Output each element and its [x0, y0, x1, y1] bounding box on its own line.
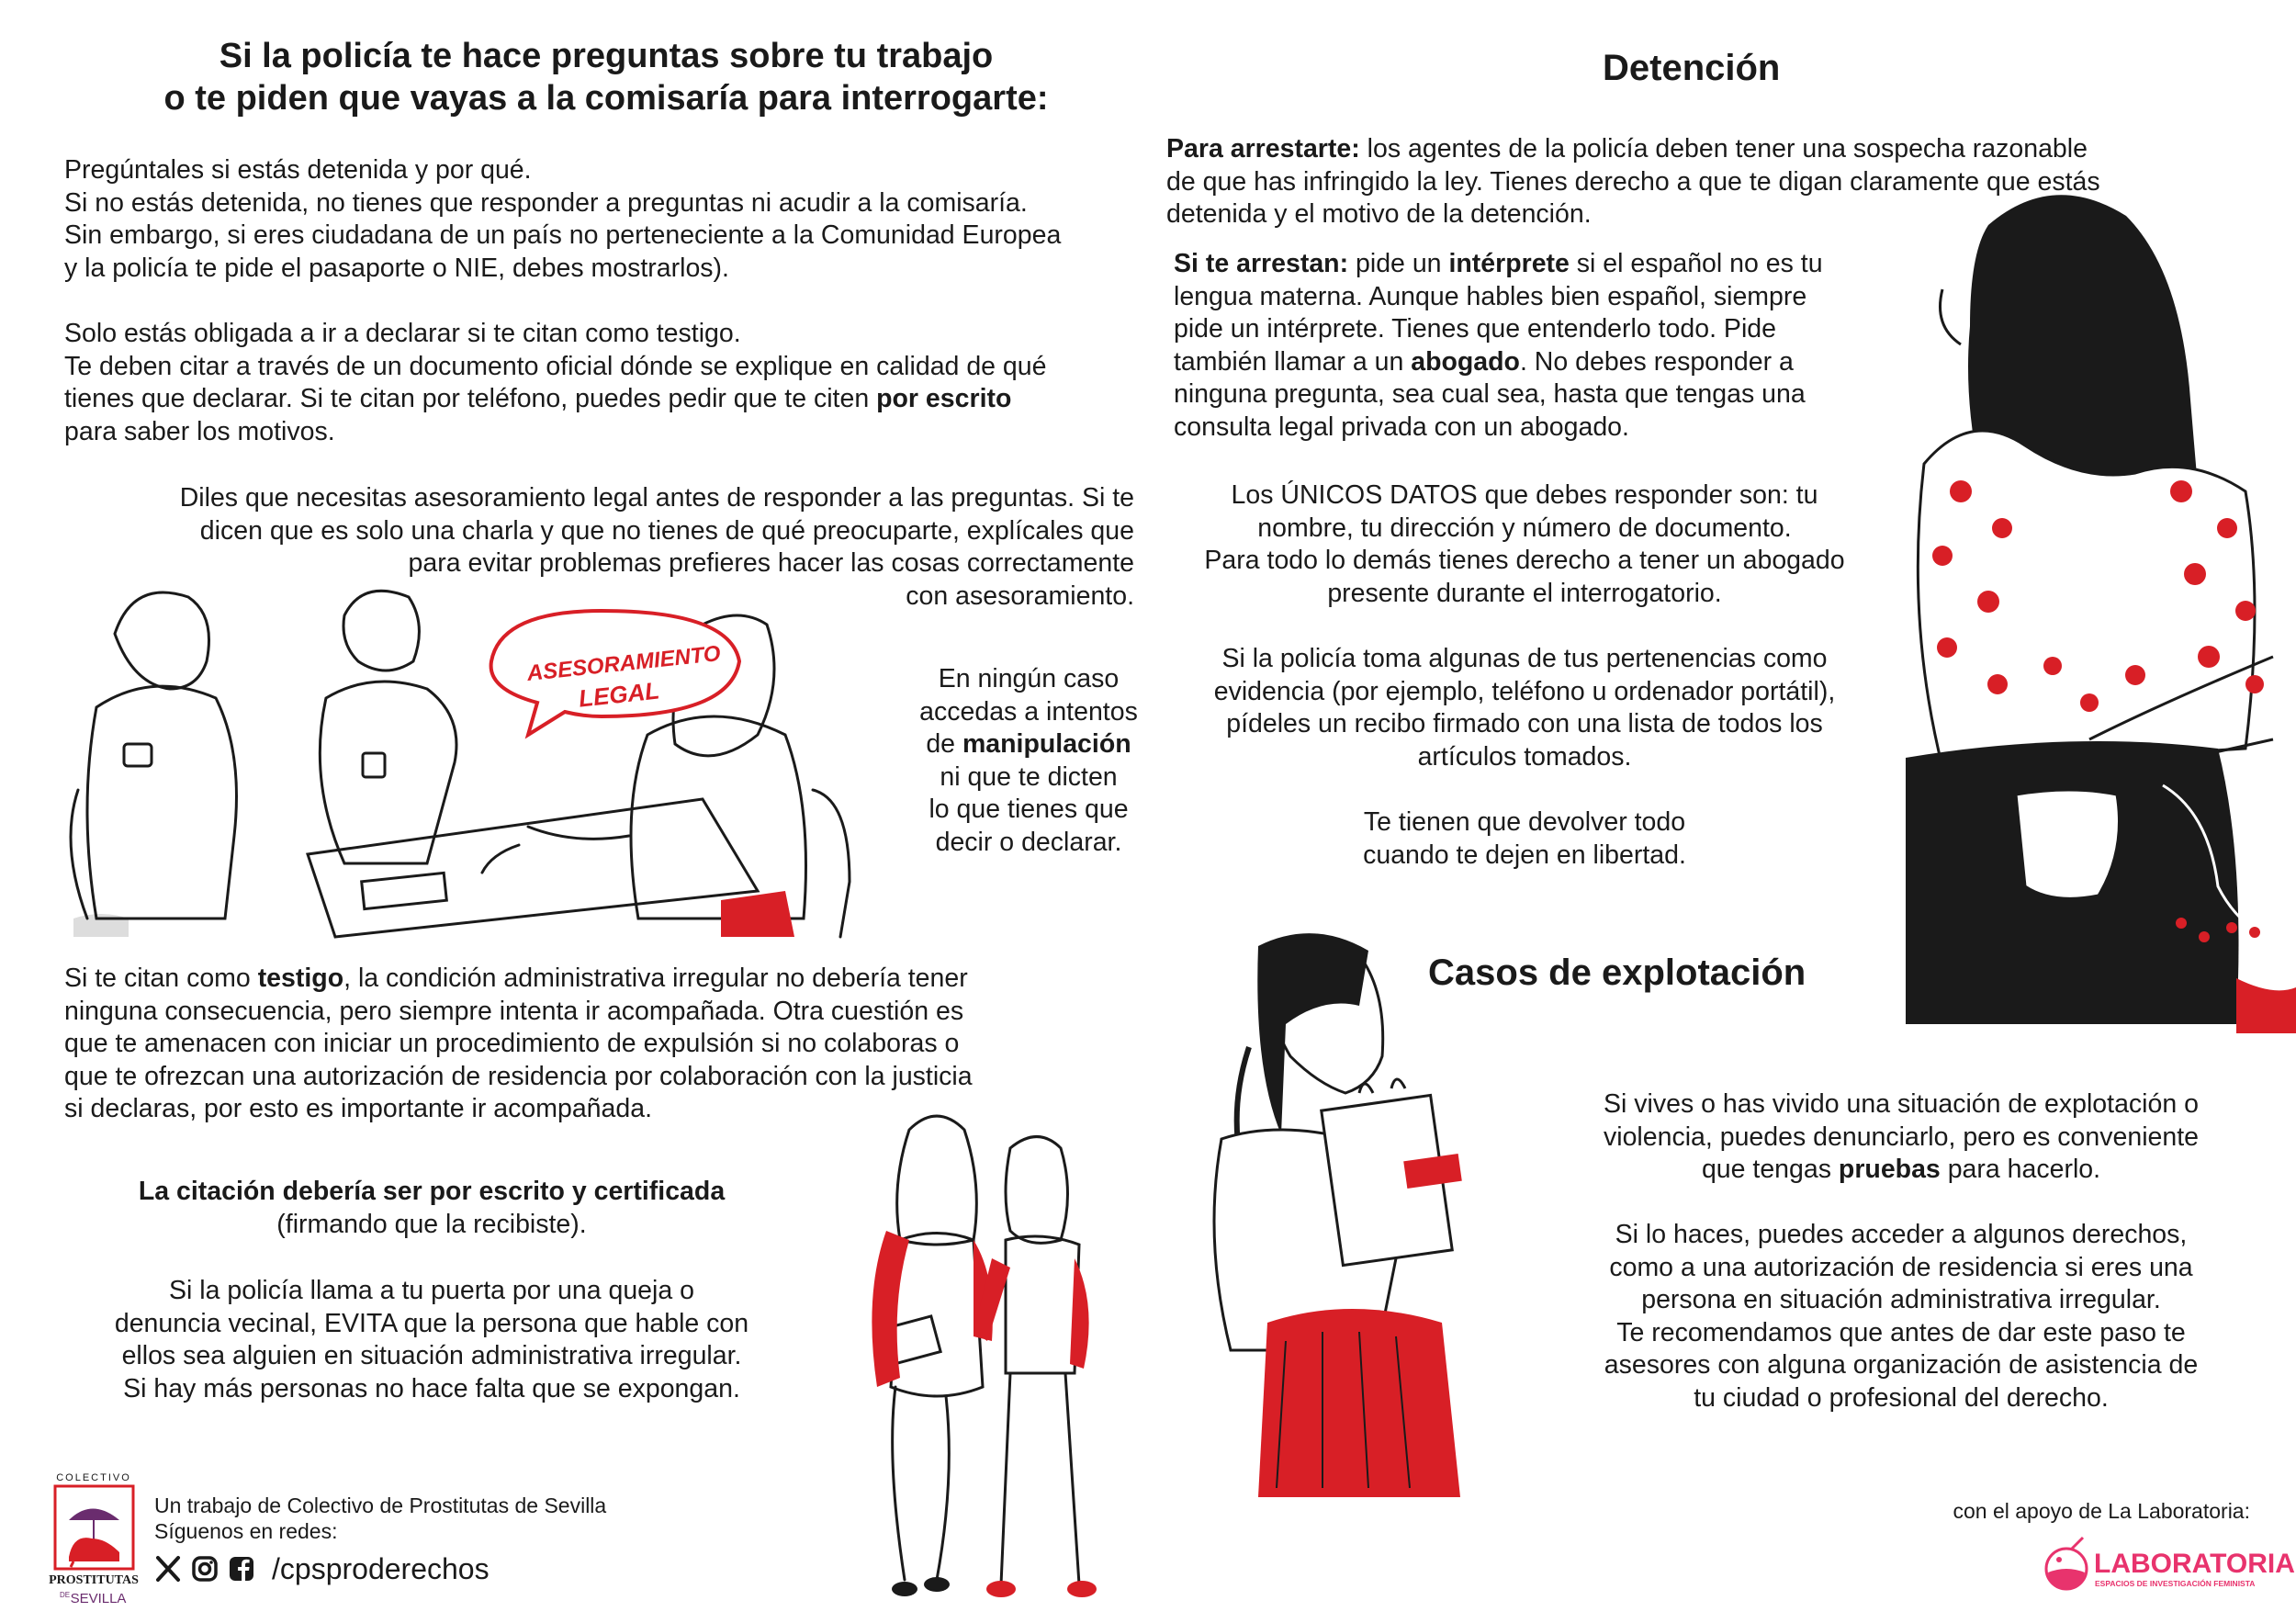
exploit-line: Si vives o has vivido una situación de explotación o [1604, 1089, 2199, 1119]
colectivo-logo [51, 1470, 138, 1607]
legal-advice-line: dicen que es solo una charla y que no tienes de qué preocuparte, explícales que [199, 515, 1134, 546]
left-title-line1: Si la policía te hace preguntas sobre tu trabajo [219, 37, 994, 75]
support-text: con el apoyo de La Laboratoria: [1953, 1499, 2250, 1523]
data-line: Para todo lo demás tienes derecho a tener un abogado [1204, 546, 1845, 575]
lawyer-emphasis: abogado [1411, 346, 1520, 377]
witness-line: ninguna consecuencia, pero siempre intenta ir acompañada. Otra cuestión es [64, 996, 964, 1026]
logo-de-text: DE [60, 1591, 71, 1599]
arrest-emphasis: Para arrestarte: [1166, 134, 1360, 163]
arrested-line: ninguna pregunta, sea cual sea, hasta que tengas una [1174, 379, 1806, 409]
rights-line: Si lo haces, puedes acceder a algunos derechos, [1615, 1220, 2188, 1249]
lab-name: LABORATORIA [2094, 1549, 2295, 1579]
logo-mid-text: PROSTITUTAS [49, 1573, 139, 1587]
rights-line: asesores con alguna organización de asistencia de [1604, 1350, 2199, 1380]
arrested-line: también llamar a un abogado. No debes responder a [1174, 346, 1794, 377]
data-block [1166, 479, 1883, 610]
witness-block [64, 963, 1166, 1126]
x-icon[interactable] [154, 1555, 182, 1583]
manip-line: de manipulación [926, 729, 1131, 759]
citation-block [64, 1176, 799, 1241]
belongings-line: pídeles un recibo firmado con una lista de todos los [1226, 709, 1823, 738]
interrogation-illustration [60, 551, 923, 937]
summons-line: Te deben citar a través de un documento oficial dónde se explique en calidad de qué [64, 351, 1047, 381]
rights-block [1543, 1219, 2259, 1414]
exploit-line: que tengas pruebas para hacerlo. [1701, 1155, 2101, 1184]
data-line: Los ÚNICOS DATOS que debes responder son: tu [1231, 480, 1818, 510]
belongings-line: Si la policía toma algunas de tus pertenencias como [1221, 644, 1828, 673]
evidence-emphasis: pruebas [1838, 1155, 1941, 1184]
credit-text: Un trabajo de Colectivo de Prostitutas de Sevilla [154, 1493, 607, 1517]
manip-line: lo que tienes que [929, 795, 1129, 824]
summons-line: tienes que declarar. Si te citan por teléfono, puedes pedir que te citen por escrito [64, 384, 1012, 413]
intro-line: y la policía te pide el pasaporte o NIE, debes mostrarlos). [64, 253, 729, 283]
witness-line: Si te citan como testigo, la condición administrativa irregular no debería tener [64, 964, 968, 993]
interpreter-emphasis: intérprete [1448, 249, 1570, 278]
data-line: nombre, tu dirección y número de documento. [1257, 513, 1792, 543]
manipulation-emphasis: manipulación [962, 729, 1131, 759]
neighbor-line: Si hay más personas no hace falta que se expongan. [123, 1373, 740, 1403]
manip-line: ni que te dicten [940, 761, 1118, 792]
manip-line: accedas a intentos [919, 696, 1138, 727]
return-line: Te tienen que devolver todo [1363, 807, 1686, 837]
rights-line: tu ciudad o profesional del derecho. [1694, 1382, 2109, 1413]
woman-back-illustration [1906, 188, 2296, 1033]
witness-line: si declaras, por esto es importante ir acompañada. [64, 1094, 652, 1123]
exploit-line: violencia, puedes denunciarlo, pero es conveniente [1603, 1121, 2200, 1152]
woman-papers-illustration [1194, 937, 1534, 1502]
summons-line: Solo estás obligada a ir a declarar si te citan como testigo. [64, 319, 741, 348]
manipulation-note [872, 663, 1185, 859]
left-title [101, 35, 1111, 119]
manip-line: decir o declarar. [935, 827, 1122, 857]
witness-line: que te amenacen con iniciar un procedimiento de expulsión si no colaboras o [64, 1029, 960, 1058]
in-writing-emphasis: por escrito [876, 384, 1012, 413]
rights-line: como a una autorización de residencia si eres una [1609, 1252, 2193, 1282]
arrested-line: consulta legal privada con un abogado. [1174, 411, 1629, 442]
legal-advice-line: con asesoramiento. [906, 580, 1134, 611]
facebook-icon[interactable] [228, 1555, 255, 1583]
intro-line: Sin embargo, si eres ciudadana de un país no perteneciente a la Comunidad Europea [64, 220, 1062, 250]
witness-emphasis: testigo [257, 964, 344, 993]
speech-bubble-line2: LEGAL [577, 676, 661, 713]
arrested-block [1174, 248, 1908, 444]
return-line: cuando te dejen en libertad. [1363, 840, 1686, 870]
return-block [1166, 806, 1883, 872]
neighbor-block [64, 1275, 799, 1405]
exploitation-title: Casos de explotación [1428, 952, 1806, 993]
arrested-emphasis: Si te arrestan: [1174, 249, 1349, 278]
arrest-line: Para arrestarte: los agentes de la policía deben tener una sospecha razonable [1166, 134, 2088, 163]
intro-block [64, 154, 1166, 285]
manip-line: En ningún caso [938, 664, 1120, 693]
neighbor-line: ellos sea alguien en situación administrativa irregular. [121, 1341, 742, 1370]
left-title-line2: o te piden que vayas a la comisaría para interrogarte: [163, 79, 1049, 118]
two-women-illustration [845, 1102, 1120, 1612]
arrested-line: lengua materna. Aunque hables bien español, siempre [1174, 281, 1807, 311]
rights-line: persona en situación administrativa irregular. [1641, 1285, 2161, 1314]
summons-block [64, 318, 1166, 448]
neighbor-line: Si la policía llama a tu puerta por una queja o [169, 1276, 694, 1305]
intro-line: Pregúntales si estás detenida y por qué. [64, 155, 532, 185]
belongings-line: evidencia (por ejemplo, teléfono u ordenador portátil), [1213, 676, 1836, 706]
belongings-block [1166, 643, 1883, 773]
social-handle[interactable]: /cpsproderechos [272, 1551, 490, 1585]
intro-line: Si no estás detenida, no tienes que responder a preguntas ni acudir a la comisaría. [64, 187, 1028, 218]
lab-subtitle: ESPACIOS DE INVESTIGACIÓN FEMINISTA [2095, 1579, 2256, 1588]
belongings-line: artículos tomados. [1417, 741, 1632, 772]
laboratoria-logo [2039, 1532, 2295, 1595]
arrested-line: pide un intérprete. Tienes que entenderlo todo. Pide [1174, 314, 1776, 344]
summons-line: para saber los motivos. [64, 416, 335, 446]
legal-advice-line: para evitar problemas prefieres hacer las cosas correctamente [408, 548, 1134, 578]
logo-top-text: COLECTIVO [56, 1472, 131, 1483]
follow-text: Síguenos en redes: [154, 1519, 338, 1543]
rights-line: Te recomendamos que antes de dar este paso te [1616, 1317, 2186, 1347]
exploitation-block [1543, 1088, 2259, 1187]
logo-bottom-text: SEVILLA [70, 1591, 127, 1606]
detention-title: Detención [1603, 48, 1781, 88]
credit-block [154, 1493, 797, 1544]
arrest-line: detenida y el motivo de la detención. [1166, 199, 1592, 229]
social-row [154, 1550, 490, 1587]
neighbor-line: denuncia vecinal, EVITA que la persona que hable con [114, 1308, 749, 1338]
arrest-line: de que has infringido la ley. Tienes derecho a que te digan claramente que estás [1166, 166, 2100, 197]
speech-bubble-line1: ASESORAMIENTO [525, 641, 722, 687]
witness-line: que te ofrezcan una autorización de residencia por colaboración con la justicia [64, 1061, 973, 1091]
legal-advice-line: Diles que necesitas asesoramiento legal antes de responder a las preguntas. Si te [179, 483, 1134, 513]
data-line: presente durante el interrogatorio. [1327, 578, 1722, 608]
citation-note: (firmando que la recibiste). [276, 1209, 587, 1239]
instagram-icon[interactable] [191, 1555, 219, 1583]
arrested-line: Si te arrestan: pide un intérprete si el español no es tu [1174, 249, 1823, 278]
citation-bold: La citación debería ser por escrito y certificada [138, 1177, 726, 1206]
